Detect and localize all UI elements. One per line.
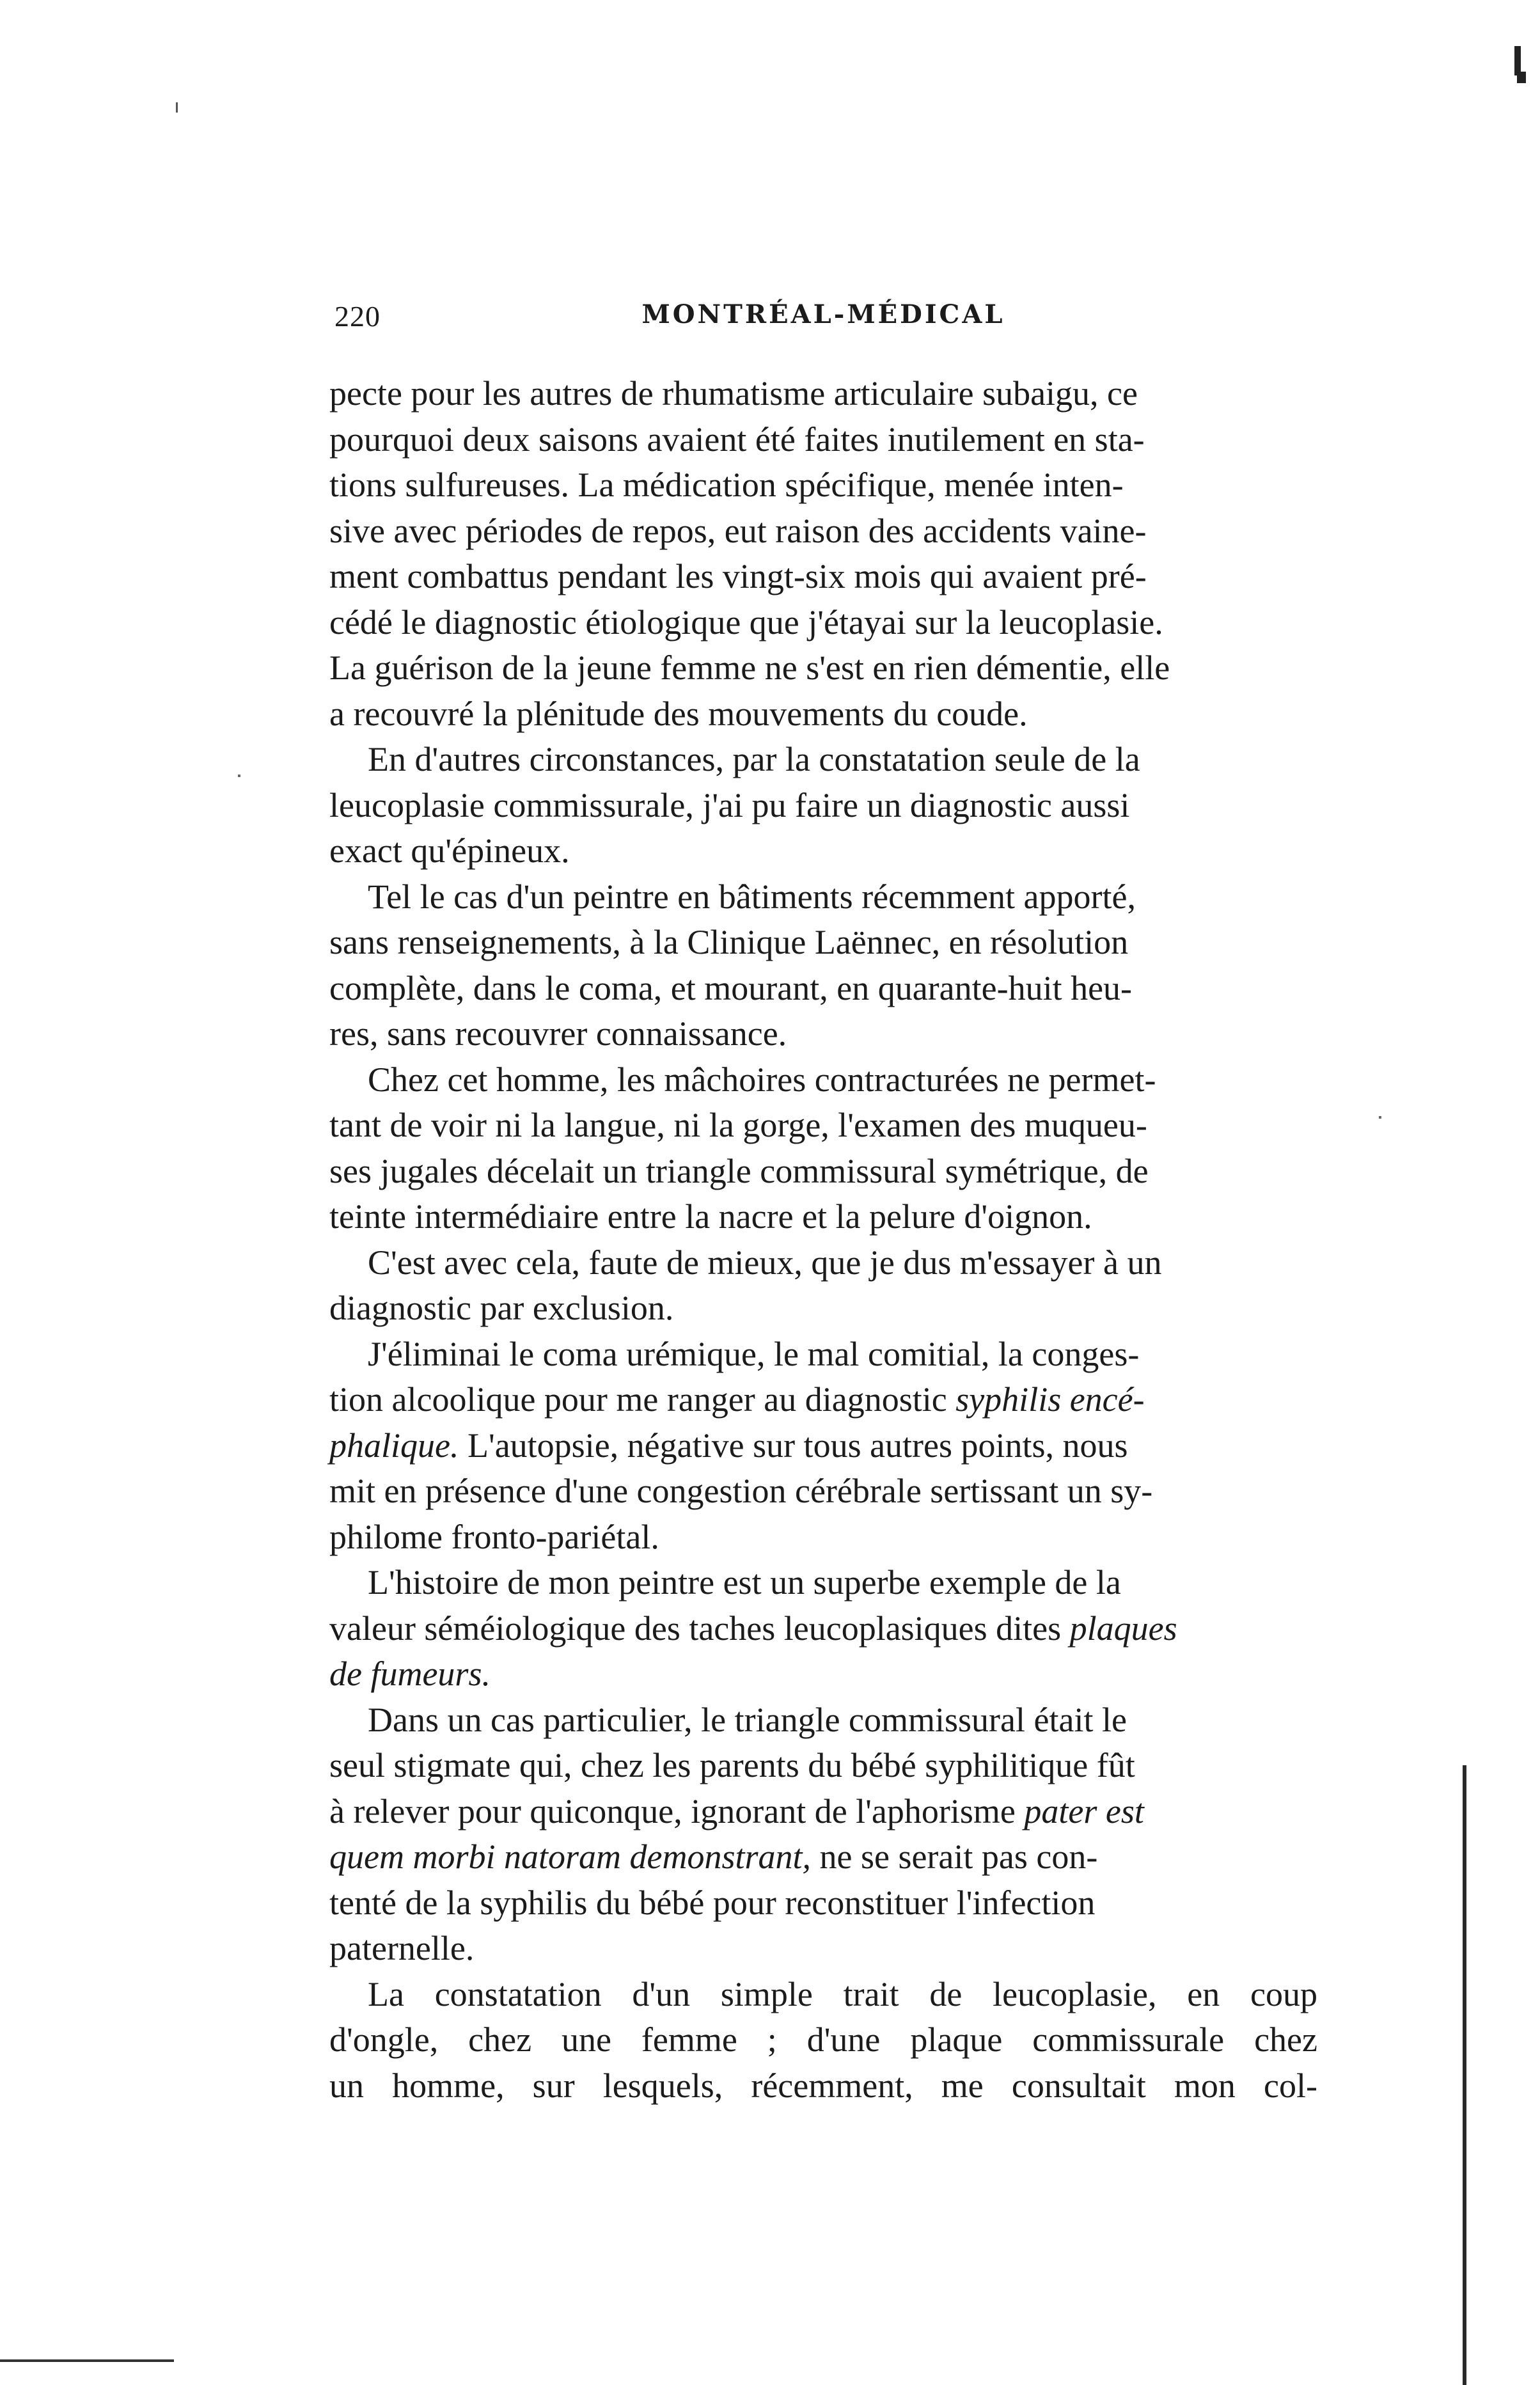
paragraph [329,1560,1317,1697]
text-line: res, sans recouvrer connaissance. [329,1014,787,1053]
scan-speck [238,775,240,777]
bottom-rule [0,2359,174,2362]
text-line: ne se serait pas con- [819,1838,1098,1876]
text-line: diagnostic par exclusion. [329,1289,674,1327]
text-line: teinte intermédiaire entre la nacre et la pelure d'oignon. [329,1197,1092,1236]
text-line: à relever pour quiconque, ignorant de l'aphorisme [329,1791,1016,1830]
text-line: pecte pour les autres de rhumatisme articulaire subaigu, ce [329,374,1138,413]
text-line: La guérison de la jeune femme ne s'est en rien démentie, elle [329,649,1170,687]
text-line: a recouvré la plénitude des mouvements du coude. [329,694,1028,733]
paragraph [329,1057,1317,1240]
text-line: Chez cet homme, les mâchoires contracturées ne permet- [368,1060,1156,1099]
text-line: paternelle. [329,1929,475,1967]
paragraph [329,1240,1317,1332]
text-line: leucoplasie commissurale, j'ai pu faire un diagnostic aussi [329,785,1130,824]
text-line: philome fronto-pariétal. [329,1517,659,1556]
text-line: valeur séméiologique des taches leucoplasiques dites [329,1609,1062,1648]
running-title: MONTRÉAL-MÉDICAL [641,299,1005,329]
text-line: sans renseignements, à la Clinique Laënnec, en résolution [329,923,1129,961]
text-line: En d'autres circonstances, par la constatation seule de la [368,740,1140,778]
paragraph [329,1972,1317,2109]
text-line: tion alcoolique pour me ranger au diagnostic [329,1380,947,1419]
text-line: sive avec périodes de repos, eut raison des accidents vaine- [329,511,1147,550]
scan-speck [1379,1116,1381,1119]
scan-corner-tick [1517,72,1526,83]
italic-term: plaques [1069,1609,1177,1648]
text-line: seul stigmate qui, chez les parents du bébé syphilitique fût [329,1746,1135,1784]
text-line: ment combattus pendant les vingt-six mois qui avaient pré- [329,557,1147,595]
text-line: Dans un cas particulier, le triangle commissural était le [368,1700,1127,1739]
text-line: C'est avec cela, faute de mieux, que je dus m'essayer à un [368,1243,1162,1282]
paragraph [329,1697,1317,1972]
italic-term: pater est [1024,1791,1144,1830]
text-line: tant de voir ni la langue, ni la gorge, l'examen des muqueu- [329,1106,1147,1144]
text-line: La constatation d'un simple trait de leucoplasie, en coup [368,1974,1317,2013]
text-line: un homme, sur lesquels, récemment, me consultait mon col- [329,2066,1317,2105]
text-line: L'histoire de mon peintre est un superbe exemple de la [368,1563,1121,1602]
page-edge-line [1463,1765,1466,2385]
text-line: tenté de la syphilis du bébé pour reconstituer l'infection [329,1883,1096,1922]
scan-speck [176,102,178,113]
paragraph [329,874,1317,1057]
italic-term: syphilis encé- [955,1380,1145,1419]
text-line: exact qu'épineux. [329,831,570,870]
paragraph [329,1332,1317,1561]
text-line: pourquoi deux saisons avaient été faites inutilement en sta- [329,420,1145,459]
text-line: mit en présence d'une congestion cérébrale sertissant un sy- [329,1472,1153,1510]
text-line: Tel le cas d'un peintre en bâtiments récemment apporté, [368,877,1136,916]
text-line: tions sulfureuses. La médication spécifique, menée inten- [329,466,1124,504]
text-line: J'éliminai le coma urémique, le mal comitial, la conges- [368,1334,1140,1373]
paragraph [329,371,1317,737]
paragraph [329,737,1317,874]
italic-term: quem morbi natoram demonstrant, [329,1838,811,1876]
italic-term: de fumeurs. [329,1655,491,1693]
page-number: 220 [334,300,381,333]
text-line: ses jugales décelait un triangle commissural symétrique, de [329,1151,1149,1190]
text-line: d'ongle, chez une femme ; d'une plaque commissurale chez [329,2020,1317,2059]
text-line: cédé le diagnostic étiologique que j'étayai sur la leucoplasie. [329,602,1163,642]
italic-term: phalique. [329,1426,459,1465]
text-line: complète, dans le coma, et mourant, en quarante-huit heu- [329,968,1133,1007]
body-text [329,371,1317,2109]
text-line: L'autopsie, négative sur tous autres points, nous [467,1426,1128,1465]
